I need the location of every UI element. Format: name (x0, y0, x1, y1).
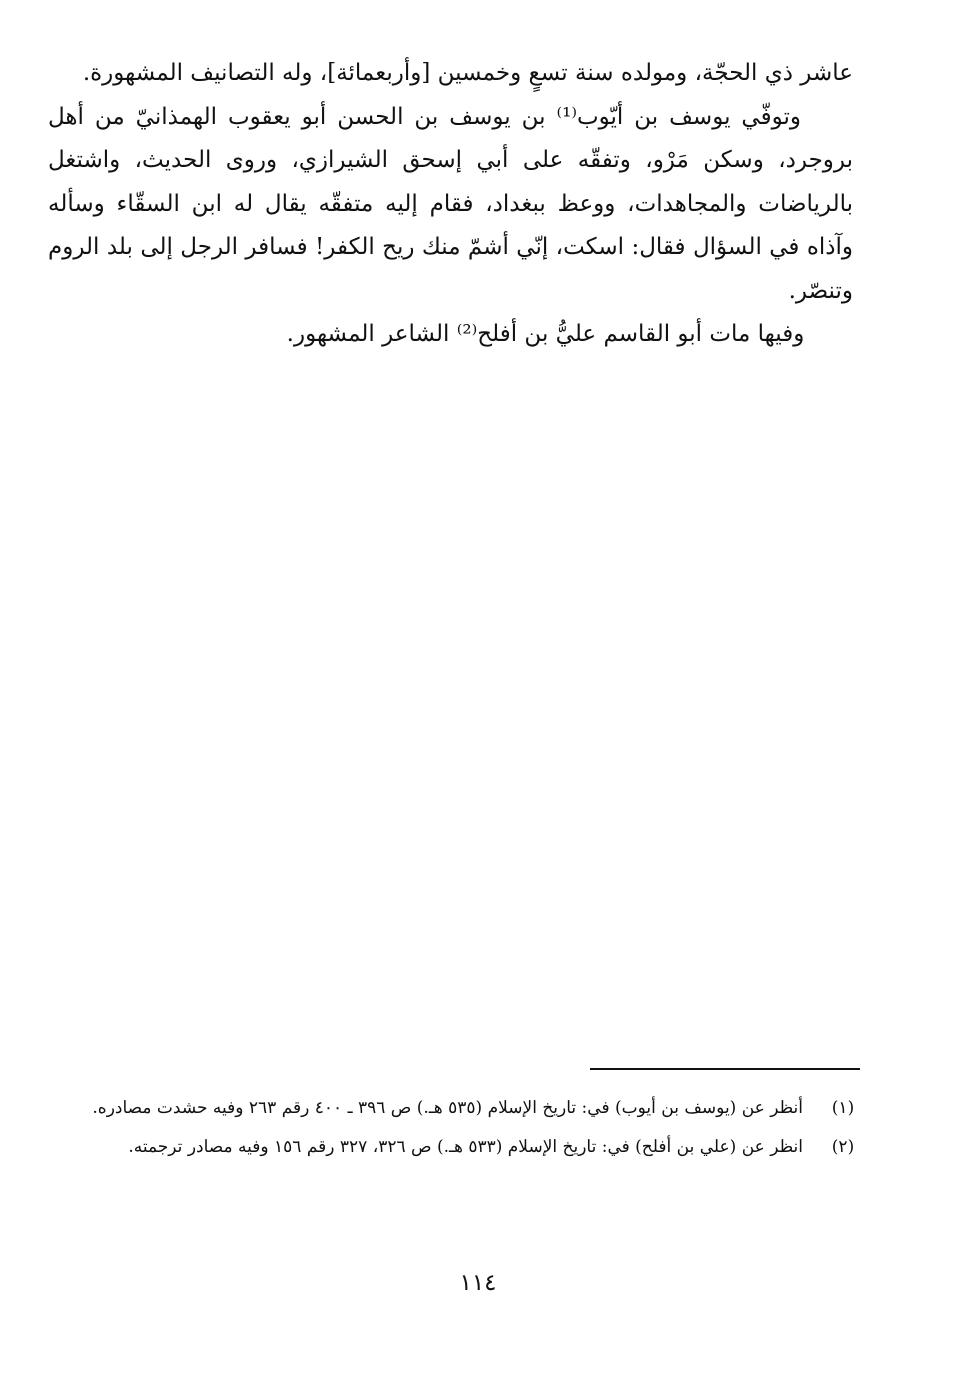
page-number: ١١٤ (459, 1270, 497, 1296)
footnotes (55, 1093, 863, 1171)
footnote-1 (55, 1093, 863, 1124)
footnote-number: (١) (831, 1098, 855, 1118)
footnote-number: (٢) (831, 1137, 855, 1157)
main-text (48, 52, 853, 357)
paragraph-3: وفيها مات أبو القاسم عليُّ بن أفلح⁽²⁾ الشاعر المشهور. (286, 321, 805, 347)
footnote-text: انظر عن (علي بن أفلح) في: تاريخ الإسلام (٥٣٣ هـ.) ص ٣٢٦، ٣٢٧ رقم ١٥٦ وفيه مصادر ترجمته. (128, 1137, 803, 1157)
paragraph-2: وتوفّي يوسف بن أيّوب⁽¹⁾ بن يوسف بن الحسن أبو يعقوب الهمذانيّ من أهل بروجرد، وسكن مَرْو، وتفقّه على أبي إسحق الشيرازي، وروى الحديث، واشتغل بالرياضات والمجاهدات، ووعظ ببغداد، فقام إليه متفقّه يقال له ابن السقّاء وسأله وآذاه في السؤال فقال: اسكت، إنّي أشمّ منك ريح الكفر! فسافر الرجل إلى بلد الروم وتنصّر. (48, 103, 853, 304)
footnote-2 (55, 1132, 863, 1163)
footnote-separator (590, 1068, 860, 1070)
footnote-text: أنظر عن (يوسف بن أيوب) في: تاريخ الإسلام (٥٣٥ هـ.) ص ٣٩٦ ـ ٤٠٠ رقم ٢٦٣ وفيه حشدت مصادره. (92, 1098, 803, 1118)
paragraph-1: عاشر ذي الحجّة، ومولده سنة تسعٍ وخمسين [وأربعمائة]، وله التصانيف المشهورة. (82, 60, 853, 86)
